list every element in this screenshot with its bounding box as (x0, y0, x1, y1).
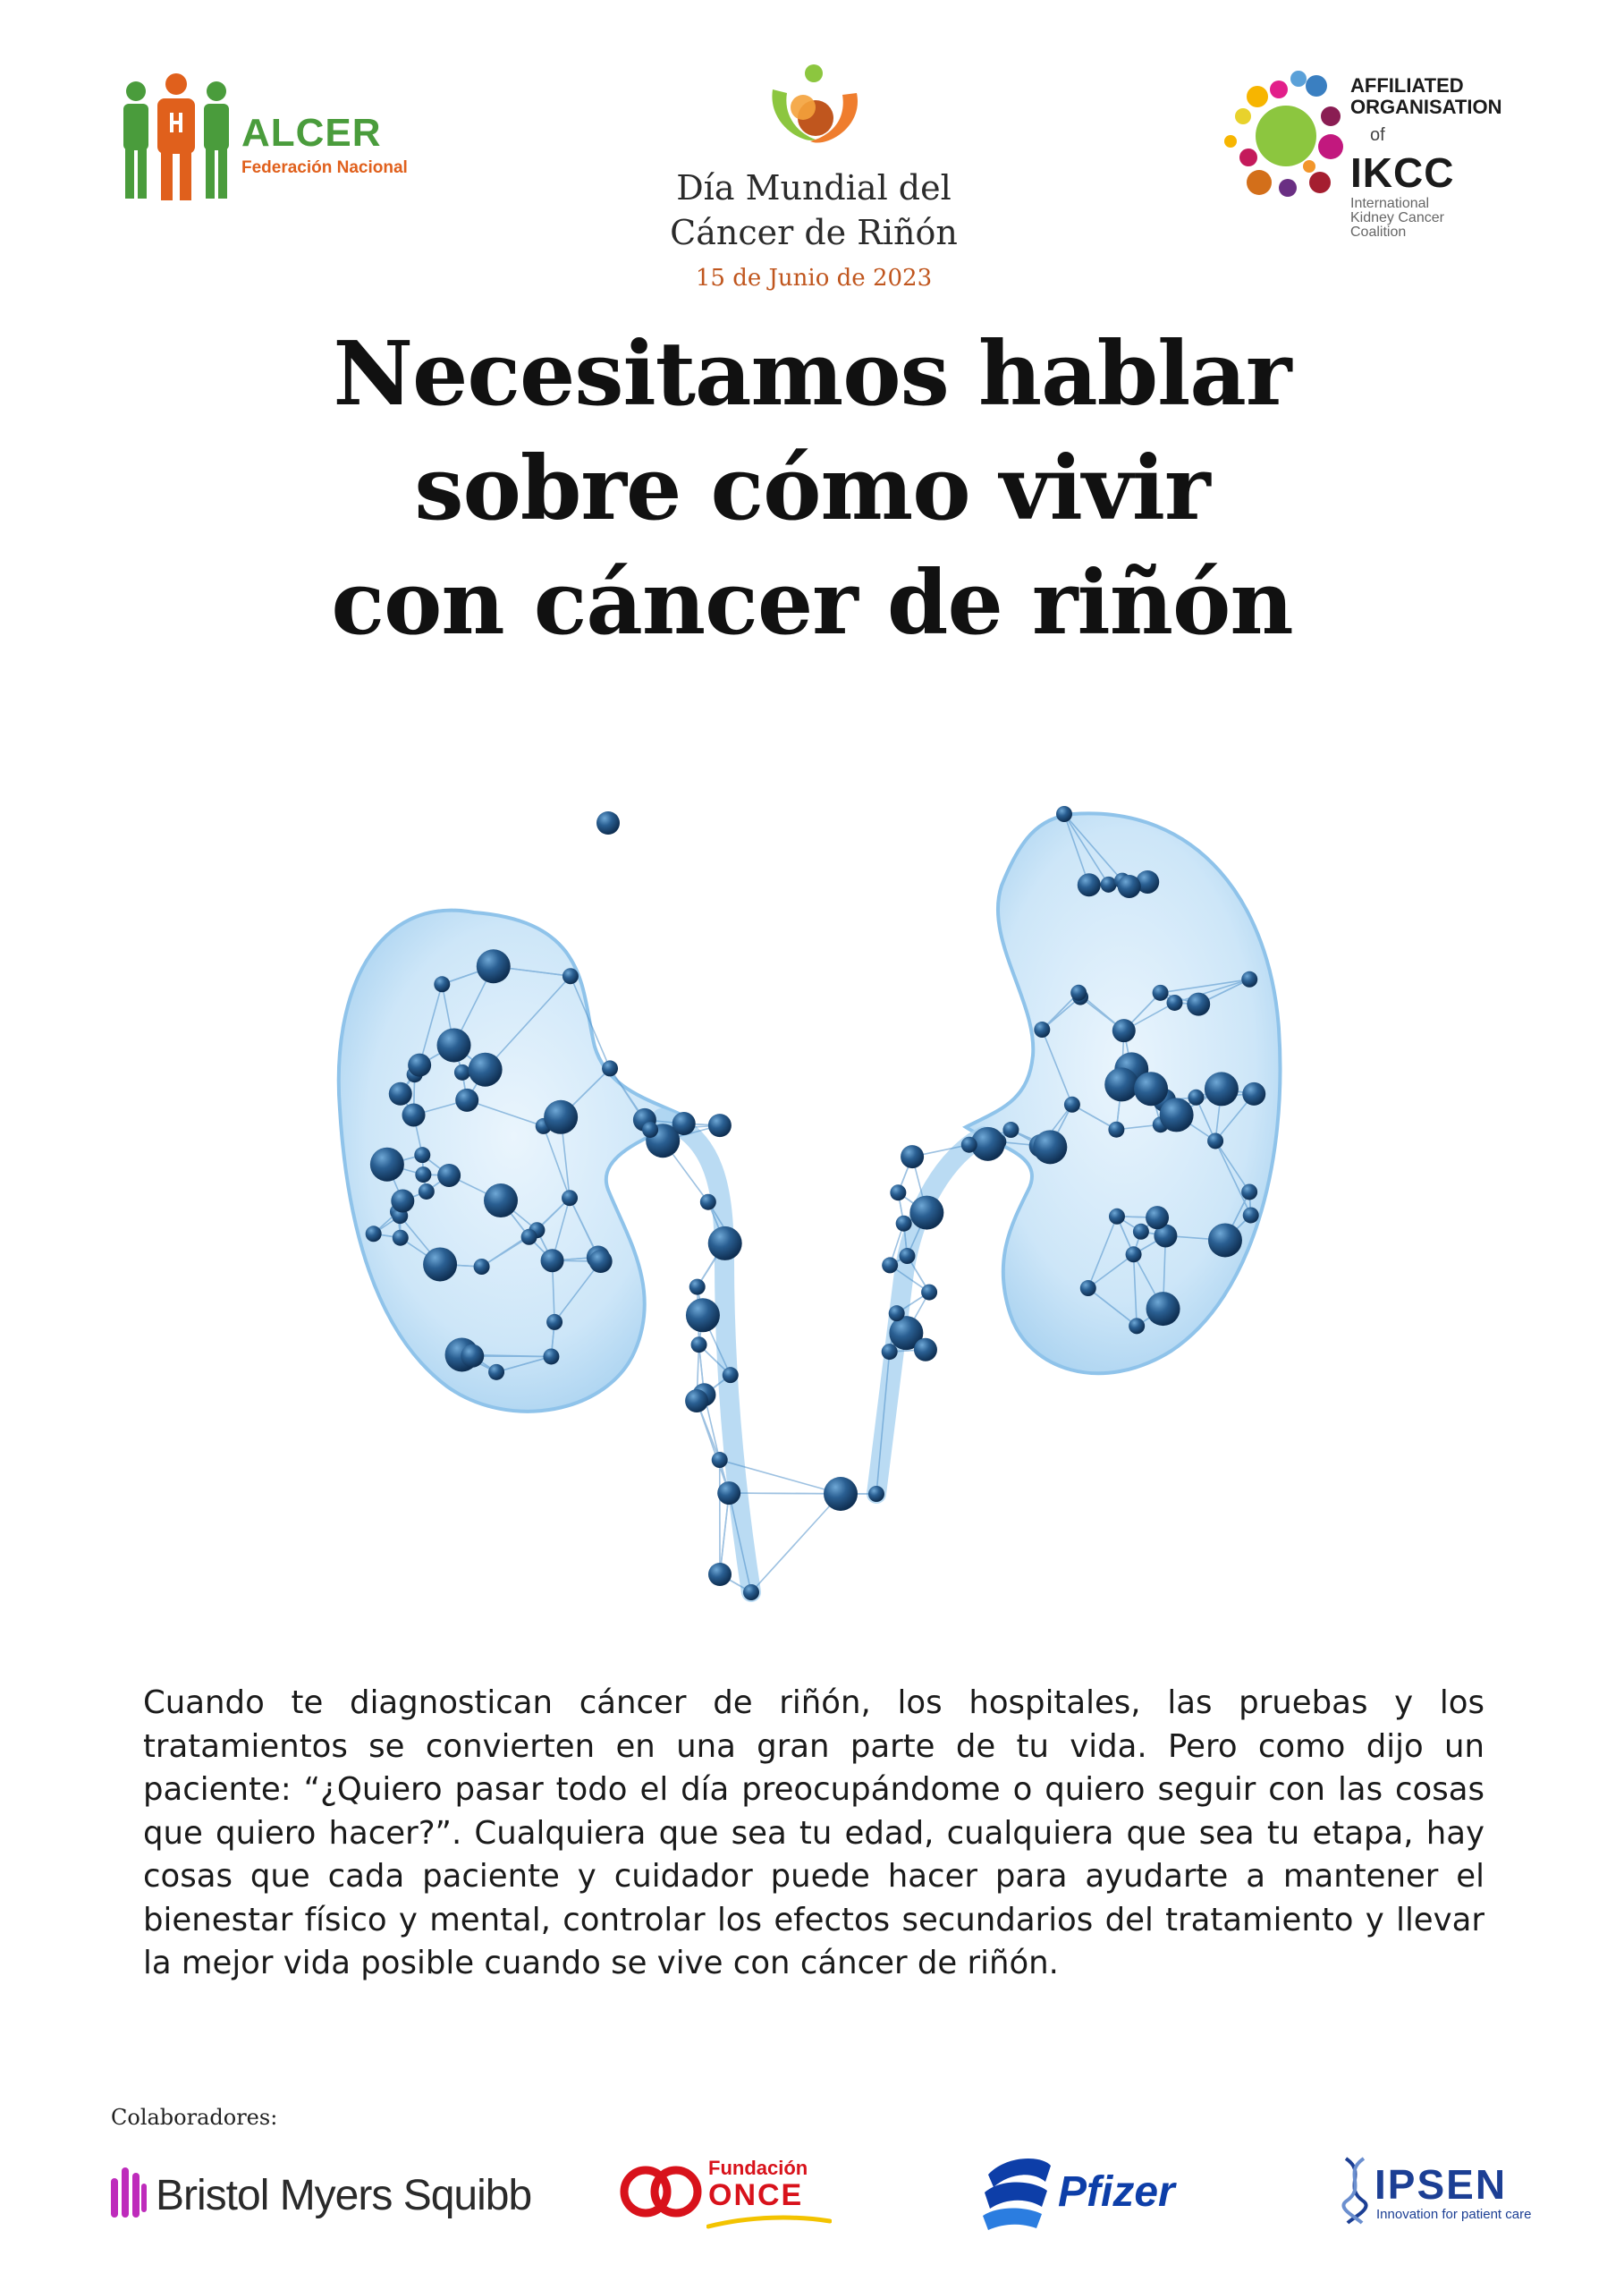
network-node (602, 1060, 618, 1076)
ikcc-affiliated-line2: ORGANISATION (1350, 96, 1502, 118)
ikcc-logo (1216, 63, 1574, 259)
network-node (461, 1344, 484, 1368)
network-node (521, 1229, 537, 1245)
network-node (469, 1053, 503, 1087)
network-node (434, 976, 450, 992)
ikcc-affiliated-line1: AFFILIATED (1350, 74, 1464, 97)
ikcc-fullname (1350, 197, 1444, 240)
bms-name: Bristol Myers Squibb (156, 2172, 532, 2219)
network-node (415, 1166, 431, 1183)
network-node (1101, 877, 1117, 893)
network-node (1078, 873, 1101, 896)
network-node (391, 1190, 414, 1213)
network-node (672, 1112, 696, 1135)
network-node (562, 1190, 578, 1206)
bms-mark-icon (107, 2160, 148, 2223)
network-node (882, 1257, 898, 1273)
network-node (1205, 1072, 1239, 1106)
kidneys-illustration (268, 760, 1356, 1646)
event-logo (626, 63, 1002, 304)
ikcc-acronym: IKCC (1350, 149, 1455, 196)
network-node (708, 1226, 742, 1260)
network-node (824, 1477, 858, 1511)
network-node (1064, 1097, 1080, 1113)
network-node (408, 1054, 431, 1077)
alcer-name: ALCER (241, 111, 382, 155)
network-node (1109, 1209, 1125, 1225)
network-node (1242, 1082, 1265, 1106)
sponsor-ipsen (1337, 2151, 1561, 2232)
ikcc-fullname-line2: Kidney Cancer (1350, 210, 1444, 225)
network-node (1243, 1207, 1259, 1223)
network-node (1034, 1022, 1050, 1038)
network-node (589, 1250, 613, 1273)
network-node (1134, 1072, 1168, 1106)
network-node (544, 1100, 578, 1134)
network-node (1112, 1019, 1136, 1042)
page-title (54, 318, 1570, 661)
alcer-subtitle: Federación Nacional (241, 158, 408, 177)
ikcc-affiliated (1350, 75, 1501, 118)
network-node (717, 1481, 740, 1505)
collaborators-label: Colaboradores: (111, 2105, 278, 2130)
network-node (1146, 1206, 1169, 1229)
network-node (691, 1336, 707, 1353)
network-node (642, 1122, 658, 1138)
network-node (1133, 1224, 1149, 1240)
once-name: ONCE (708, 2178, 804, 2212)
ipsen-helix-icon (1337, 2155, 1373, 2226)
event-date: 15 de Junio de 2023 (695, 265, 933, 292)
network-node (488, 1364, 504, 1380)
network-node (546, 1314, 562, 1330)
network-link (720, 1493, 729, 1574)
network-node (455, 1089, 478, 1112)
network-node (1126, 1246, 1142, 1262)
network-node (1187, 993, 1210, 1016)
network-node (477, 949, 511, 983)
network-link (751, 1494, 841, 1592)
network-node (1002, 1122, 1019, 1138)
network-node (700, 1194, 716, 1210)
network-node (708, 1563, 732, 1586)
network-node (708, 1114, 732, 1137)
event-title-line2: Cáncer de Riñón (670, 213, 958, 252)
network-node (1208, 1223, 1242, 1257)
network-node (1160, 1098, 1194, 1132)
network-node (1166, 995, 1182, 1011)
network-node (1033, 1130, 1067, 1164)
network-node (454, 1064, 470, 1081)
network-node (423, 1247, 457, 1281)
network-node (1080, 1280, 1096, 1296)
network-node (901, 1145, 924, 1168)
pfizer-name: Pfizer (1058, 2168, 1175, 2216)
title-line2: sobre cómo vivir (414, 437, 1210, 540)
network-node (743, 1584, 759, 1600)
ikcc-fullname-line1: International (1350, 196, 1430, 211)
kidneys-network-icon (268, 760, 1356, 1646)
ikcc-circles-icon (1216, 63, 1350, 215)
network-node (1129, 1318, 1145, 1334)
sponsor-pfizer (979, 2151, 1185, 2232)
network-node (882, 1344, 898, 1360)
alcer-people-icon (116, 72, 237, 206)
network-node (1241, 971, 1257, 988)
network-node (543, 1348, 559, 1364)
sponsor-fundacion-once (617, 2151, 859, 2232)
ikcc-of: of (1370, 125, 1385, 145)
ipsen-name: IPSEN (1374, 2161, 1508, 2208)
network-node (890, 1184, 906, 1200)
network-node (1056, 806, 1072, 822)
once-rings-icon (617, 2160, 706, 2223)
once-swoosh-icon (706, 2214, 832, 2232)
network-node (389, 1082, 412, 1106)
event-title-line1: Día Mundial del (676, 168, 952, 208)
alcer-logo (116, 72, 411, 206)
network-node (686, 1298, 720, 1332)
network-node (541, 1249, 564, 1272)
network-node (414, 1147, 430, 1163)
network-node (961, 1137, 977, 1153)
title-line3: con cáncer de riñón (331, 552, 1293, 655)
network-node (419, 1183, 435, 1200)
network-node (914, 1338, 937, 1361)
network-node (402, 1103, 426, 1126)
network-node (562, 968, 579, 984)
network-node (1153, 985, 1169, 1001)
world-kidney-cancer-day-icon (760, 63, 867, 152)
network-node (1118, 875, 1141, 898)
pfizer-mark-icon (979, 2151, 1054, 2232)
network-node (474, 1259, 490, 1275)
network-node (437, 1028, 471, 1062)
network-node (889, 1305, 905, 1321)
network-node (921, 1285, 937, 1301)
network-node (712, 1452, 728, 1468)
network-node (868, 1486, 884, 1502)
network-node (896, 1216, 912, 1232)
once-fundacion: Fundación (708, 2157, 808, 2179)
ipsen-tagline: Innovation for patient care (1376, 2207, 1532, 2222)
network-node (366, 1226, 382, 1242)
network-node (596, 811, 620, 835)
network-node (689, 1279, 706, 1295)
sponsor-bms (107, 2151, 532, 2232)
network-node (393, 1230, 409, 1246)
network-node (685, 1389, 708, 1412)
network-node (899, 1248, 915, 1264)
network-node (1108, 1122, 1124, 1138)
network-node (1104, 1067, 1138, 1101)
network-node (909, 1196, 943, 1230)
network-node (484, 1183, 518, 1217)
intro-paragraph: Cuando te diagnostican cáncer de riñón, los hospitales, las pruebas y los tratamientos se convierten en una gran parte de tu vida. Pero como dijo un paciente: “¿Quiero pasar todo el día preocupándome o quiero seguir con las cosas que quiero hacer?”. Cualquiera que sea tu edad, cualquiera que sea tu etapa, hay cosas que cada paciente y cuidador puede hacer para ayudarte a mantener el bienestar físico y mental, controlar los efectos secundarios del tratamiento y llevar la mejor vida posible cuando se vive con cáncer de riñón. (143, 1684, 1484, 1981)
ikcc-fullname-line3: Coalition (1350, 225, 1407, 240)
network-link (472, 1356, 551, 1357)
network-node (437, 1164, 461, 1187)
network-node (370, 1148, 404, 1182)
network-node (723, 1367, 739, 1383)
network-node (1146, 1292, 1180, 1326)
title-line1: Necesitamos hablar (333, 323, 1291, 426)
network-node (1188, 1090, 1204, 1106)
network-node (1207, 1132, 1223, 1149)
network-node (1241, 1183, 1257, 1200)
network-node (1070, 985, 1087, 1001)
